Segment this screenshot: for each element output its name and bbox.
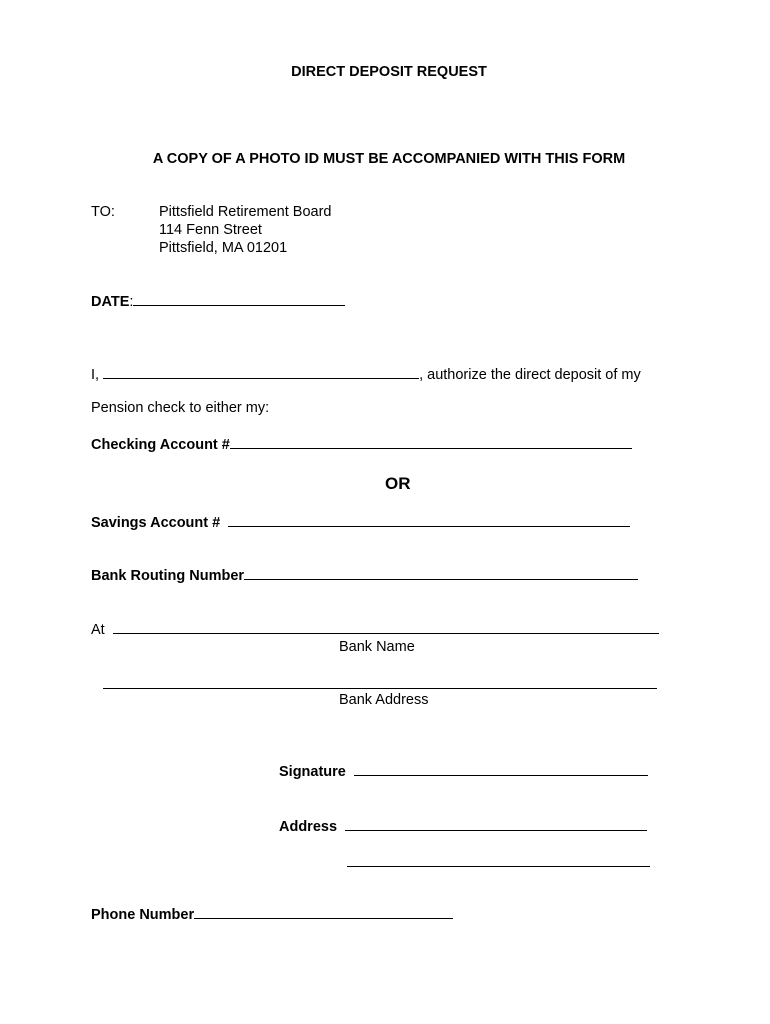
address-row (279, 817, 647, 836)
bank-name-row (91, 620, 659, 639)
checking-label: Checking Account # (91, 437, 230, 453)
phone-row (91, 905, 453, 924)
at-label: At (91, 622, 105, 638)
signature-label: Signature (279, 764, 346, 780)
recipient-name: Pittsfield Retirement Board (159, 204, 332, 220)
savings-row (91, 513, 630, 532)
form-title: DIRECT DEPOSIT REQUEST (291, 64, 487, 80)
recipient-street: 114 Fenn Street (159, 222, 262, 238)
date-field[interactable] (133, 292, 345, 306)
signature-field[interactable] (354, 762, 648, 776)
phone-label: Phone Number (91, 907, 195, 923)
routing-label: Bank Routing Number (91, 568, 245, 584)
signature-row (279, 762, 648, 781)
authorize-prefix: I, (91, 367, 100, 383)
savings-account-field[interactable] (228, 513, 630, 527)
phone-number-field[interactable] (194, 905, 453, 919)
date-row: DATE: (91, 292, 345, 311)
savings-label: Savings Account # (91, 515, 221, 531)
bank-name-caption: Bank Name (339, 639, 415, 655)
pension-line: Pension check to either my: (91, 400, 270, 416)
routing-number-field[interactable] (244, 566, 638, 580)
or-label: OR (385, 474, 411, 493)
bank-address-field[interactable] (103, 688, 657, 689)
checking-account-field[interactable] (230, 435, 632, 449)
recipient-city: Pittsfield, MA 01201 (159, 240, 288, 256)
authorize-suffix: , authorize the direct deposit of my (419, 367, 641, 383)
name-field[interactable] (103, 365, 419, 379)
date-label: DATE (91, 294, 130, 310)
to-label: TO: (91, 204, 115, 220)
bank-name-field[interactable] (113, 620, 659, 634)
checking-row (91, 435, 632, 454)
bank-address-caption: Bank Address (339, 692, 429, 708)
photo-id-notice: A COPY OF A PHOTO ID MUST BE ACCOMPANIED WITH THIS FORM (152, 151, 626, 167)
address-label: Address (279, 819, 338, 835)
address-field-1[interactable] (345, 817, 647, 831)
routing-row (91, 566, 638, 585)
authorize-row (91, 365, 641, 384)
address-field-2[interactable] (347, 866, 650, 867)
